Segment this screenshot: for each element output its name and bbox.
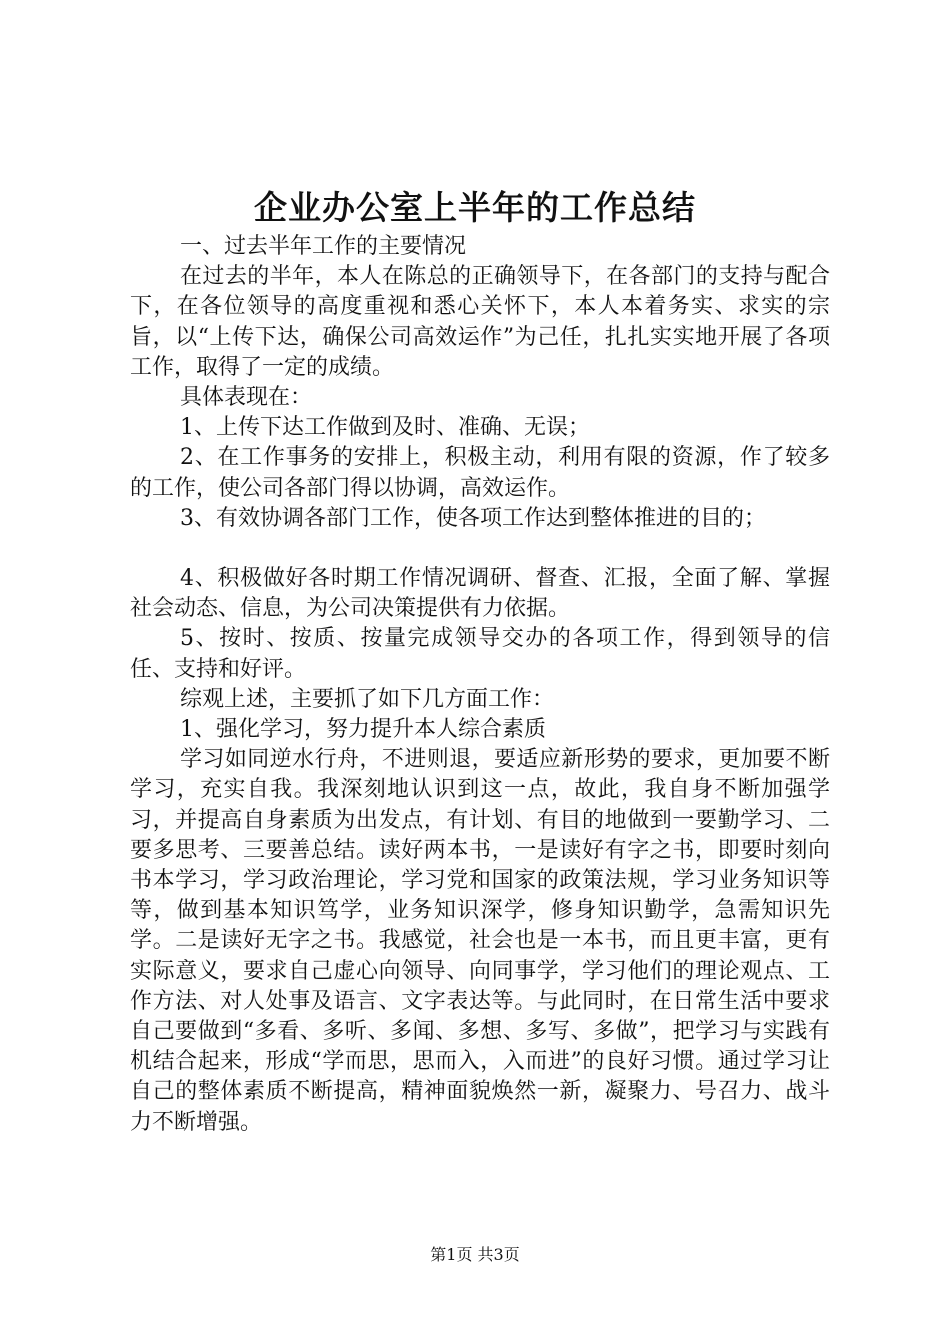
list-item-5: 5、按时、按质、按量完成领导交办的各项工作，得到领导的信任、支持和好评。 — [130, 626, 830, 682]
document-body — [130, 232, 830, 1138]
subsection-heading-1: 1、强化学习，努力提升本人综合素质 — [180, 717, 546, 743]
section-heading-1: 一、过去半年工作的主要情况 — [180, 234, 467, 259]
document-title: 企业办公室上半年的工作总结 — [254, 188, 696, 227]
list-item-3: 3、有效协调各部门工作，使各项工作达到整体推进的目的； — [180, 505, 766, 531]
list-item-1: 1、上传下达工作做到及时、准确、无误； — [180, 415, 590, 441]
list-item-4: 4、积极做好各时期工作情况调研、督查、汇报，全面了解、掌握社会动态、信息，为公司决策提供有力依据。 — [130, 566, 830, 622]
paragraph-summary-lead: 综观上述，主要抓了如下几方面工作： — [180, 686, 555, 712]
list-item-2: 2、在工作事务的安排上，积极主动，利用有限的资源，作了较多的工作，使公司各部门得以协调，高效运作。 — [130, 445, 830, 501]
paragraph-performance-lead: 具体表现在： — [180, 385, 313, 411]
page-footer: 第1页 共3页 — [430, 1245, 520, 1264]
paragraph-learning: 学习如同逆水行舟，不进则退，要适应新形势的要求，更加要不断学习，充实自我。我深刻地认识到这一点，故此，我自身不断加强学习，并提高自身素质为出发点，有计划、有目的地做到一要勤学习、二要多思考、三要善总结。读好两本书，一是读好有字之书，即要时刻向书本学习，学习政治理论，学习党和国家的政策法规，学习业务知识等等，做到基本知识笃学，业务知识深学，修身知识勤学，急需知识先学。二是读好无字之书。我感觉，社会也是一本书，而且更丰富，更有实际意义，要求自己虚心向领导、向同事学，学习他们的理论观点、工作方法、对人处事及语言、文字表达等。与此同时，在日常生活中要求自己要做到“多看、多听、多闻、多想、多写、多做”，把学习与实践有机结合起来，形成“学而思，思而入，入而进”的良好习惯。通过学习让自己的整体素质不断提高，精神面貌焕然一新，凝聚力、号召力、战斗力不断增强。 — [130, 747, 830, 1135]
paragraph-intro: 在过去的半年，本人在陈总的正确领导下，在各部门的支持与配合下，在各位领导的高度重视和悉心关怀下，本人本着务实、求实的宗旨，以“上传下达，确保公司高效运作”为己任，扎扎实实地开展了各项工作，取得了一定的成绩。 — [130, 264, 830, 380]
